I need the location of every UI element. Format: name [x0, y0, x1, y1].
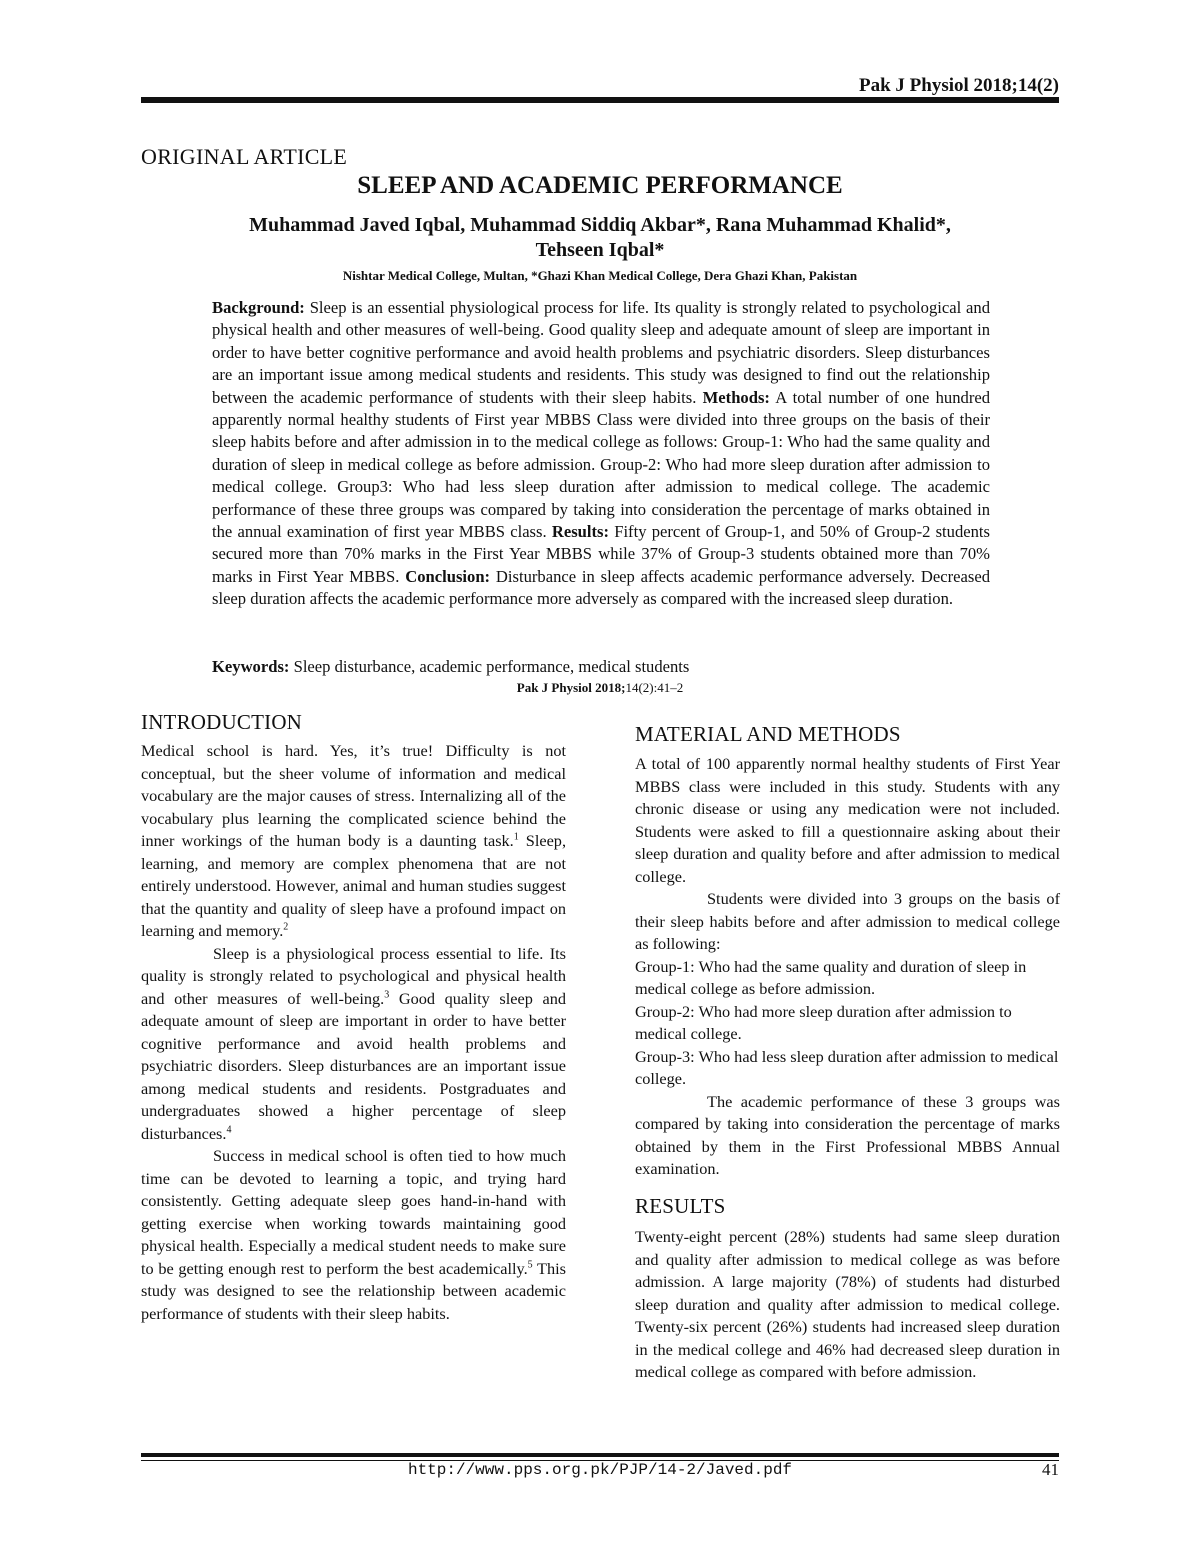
results-text: Fifty percent of Group-1, and 50% of Group-2 students secured more than 70% marks in the First Year MBBS while 37% of Group-3 students obtained more than 70% marks in First Year MBBS.: [212, 522, 990, 586]
ref-1: 1: [513, 831, 519, 843]
methods-body: [635, 753, 1060, 1181]
keywords: [212, 657, 990, 677]
ref-3: 3: [384, 989, 390, 1001]
intro-paragraph-2: [141, 943, 566, 1146]
keywords-label: Keywords:: [212, 657, 290, 676]
affiliation: Nishtar Medical College, Multan, *Ghazi Khan Medical College, Dera Ghazi Khan, Pakistan: [342, 268, 858, 283]
article-type-label: ORIGINAL ARTICLE: [141, 144, 348, 169]
author-list: [140, 213, 1060, 263]
header-rule: [141, 97, 1059, 103]
conclusion-label: Conclusion:: [405, 566, 491, 586]
background-label: Background:: [212, 298, 305, 317]
introduction-heading: INTRODUCTION: [141, 710, 303, 734]
intro-p1b: Sleep, learning, and memory are complex phenomena that are not entirely understood. However, animal and human studies suggest that the quantity and quality of sleep have a profound impact on learning and memory.: [141, 831, 567, 940]
ref-4: 4: [226, 1124, 232, 1136]
results-heading: RESULTS: [635, 1194, 726, 1218]
ref-2: 2: [283, 921, 289, 933]
footer-url-link[interactable]: http://www.pps.org.pk/PJP/14-2/Javed.pdf: [407, 1461, 793, 1479]
results-paragraph-1: Twenty-eight percent (28%) students had same sleep duration and quality after admission to medical college as was before admission. A large majority (78%) of students had disturbed sleep duration and quality after admission to medical college. Twenty-six percent (26%) students had increased sleep duration in the medical college and 46% had decreased sleep duration in medical college as compared with before admission.: [635, 1227, 1060, 1381]
page-number: 41: [1042, 1460, 1059, 1479]
methods-paragraph-2: Students were divided into 3 groups on the basis of their sleep habits before and after admission to medical college as following:: [635, 889, 1060, 953]
group-2-text: Group-2: Who had more sleep duration after admission to medical college.: [635, 1001, 1012, 1043]
group-3-text: Group-3: Who had less sleep duration after admission to medical college.: [635, 1046, 1059, 1088]
introduction-body: [141, 740, 566, 1325]
journal-header: Pak J Physiol 2018;14(2): [858, 75, 1059, 96]
methods-text: A total number of one hundred apparently normal healthy students of First year MBBS Class were divided into three groups on the basis of their sleep habits before and after admission in to the medical college as follows: Group-1: Who had the same quality and duration of sleep in medical college as before admission. Group-2: Who had more sleep duration after admission to medical college. Group3: Who had less sleep duration after admission to medical college. The academic performance of these three groups was compared by taking into consideration the percentage of marks obtained in the annual examination of first year MBBS class.: [212, 387, 991, 542]
citation-journal: Pak J Physiol 2018;: [516, 680, 626, 695]
intro-paragraph-3: [141, 1145, 566, 1325]
keywords-text: Sleep disturbance, academic performance, medical students: [293, 657, 690, 676]
authors-line-2: Tehseen Iqbal*: [535, 239, 665, 261]
intro-p2b: Good quality sleep and adequate amount of sleep are important in order to have better cognitive performance and avoid health problems and psychiatric disorders. Sleep disturbances are an important issue among medical students and residents. Postgraduates and undergraduates showed a higher percentage of sleep disturbances.: [141, 988, 566, 1143]
methods-label: Methods:: [702, 387, 770, 407]
citation: [0, 680, 1200, 696]
results-label: Results:: [551, 522, 609, 542]
ref-5: 5: [527, 1259, 533, 1271]
group-1-text: Group-1: Who had the same quality and duration of sleep in medical college as before admission.: [635, 956, 1027, 998]
abstract: [212, 297, 990, 611]
authors-line-1: Muhammad Javed Iqbal, Muhammad Siddiq Akbar*, Rana Muhammad Khalid*,: [249, 214, 951, 236]
results-body: [635, 1226, 1060, 1384]
methods-paragraph-1: A total of 100 apparently normal healthy students of First Year MBBS class were included in this study. Students with any chronic disease or using any medication were not included. Students were asked to fill a questionnaire asking about their sleep duration and quality before and after admission to medical college.: [635, 754, 1060, 886]
intro-p1a: Medical school is hard. Yes, it’s true! Difficulty is not conceptual, but the sheer volume of information and medical vocabulary are the major causes of stress. Internalizing all of the vocabulary plus learning the complicated science behind the inner workings of the human body is a daunting task.: [141, 741, 566, 850]
background-text: Sleep is an essential physiological process for life. Its quality is strongly related to psychological and physical health and other measures of well-being. Good quality sleep and adequate amount of sleep are important in order to have better cognitive performance and avoid health problems and psychiatric disorders. Sleep disturbances are an important issue among medical students and residents. This study was designed to find out the relationship between the academic performance of students with their sleep habits.: [212, 298, 990, 407]
conclusion-text: Disturbance in sleep affects academic performance adversely. Decreased sleep duration affects the academic performance more adversely as compared with the increased sleep duration.: [212, 566, 990, 609]
citation-volume: 14(2):41–2: [625, 680, 684, 695]
intro-paragraph-1: [141, 740, 566, 943]
intro-p3b: This study was designed to see the relationship between academic performance of students with their sleep habits.: [141, 1258, 566, 1323]
intro-p2a: Sleep is a physiological process essential to life. Its quality is strongly related to psychological and physical health and other measures of well-being.: [141, 943, 566, 1008]
methods-heading: MATERIAL AND METHODS: [635, 722, 901, 746]
article-title: SLEEP AND ACADEMIC PERFORMANCE: [357, 172, 843, 199]
methods-paragraph-3: The academic performance of these 3 groups was compared by taking into consideration the percentage of marks obtained by them in the First Professional MBBS Annual examination.: [635, 1091, 1060, 1178]
footer-rule-thick: [141, 1453, 1059, 1457]
intro-p3a: Success in medical school is often tied to how much time can be devoted to learning a topic, and trying hard consistently. Getting adequate sleep goes hand-in-hand with getting exercise when working towards maintaining good physical health. Especially a medical student needs to make sure to be getting enough rest to perform the best academically.: [141, 1146, 566, 1278]
